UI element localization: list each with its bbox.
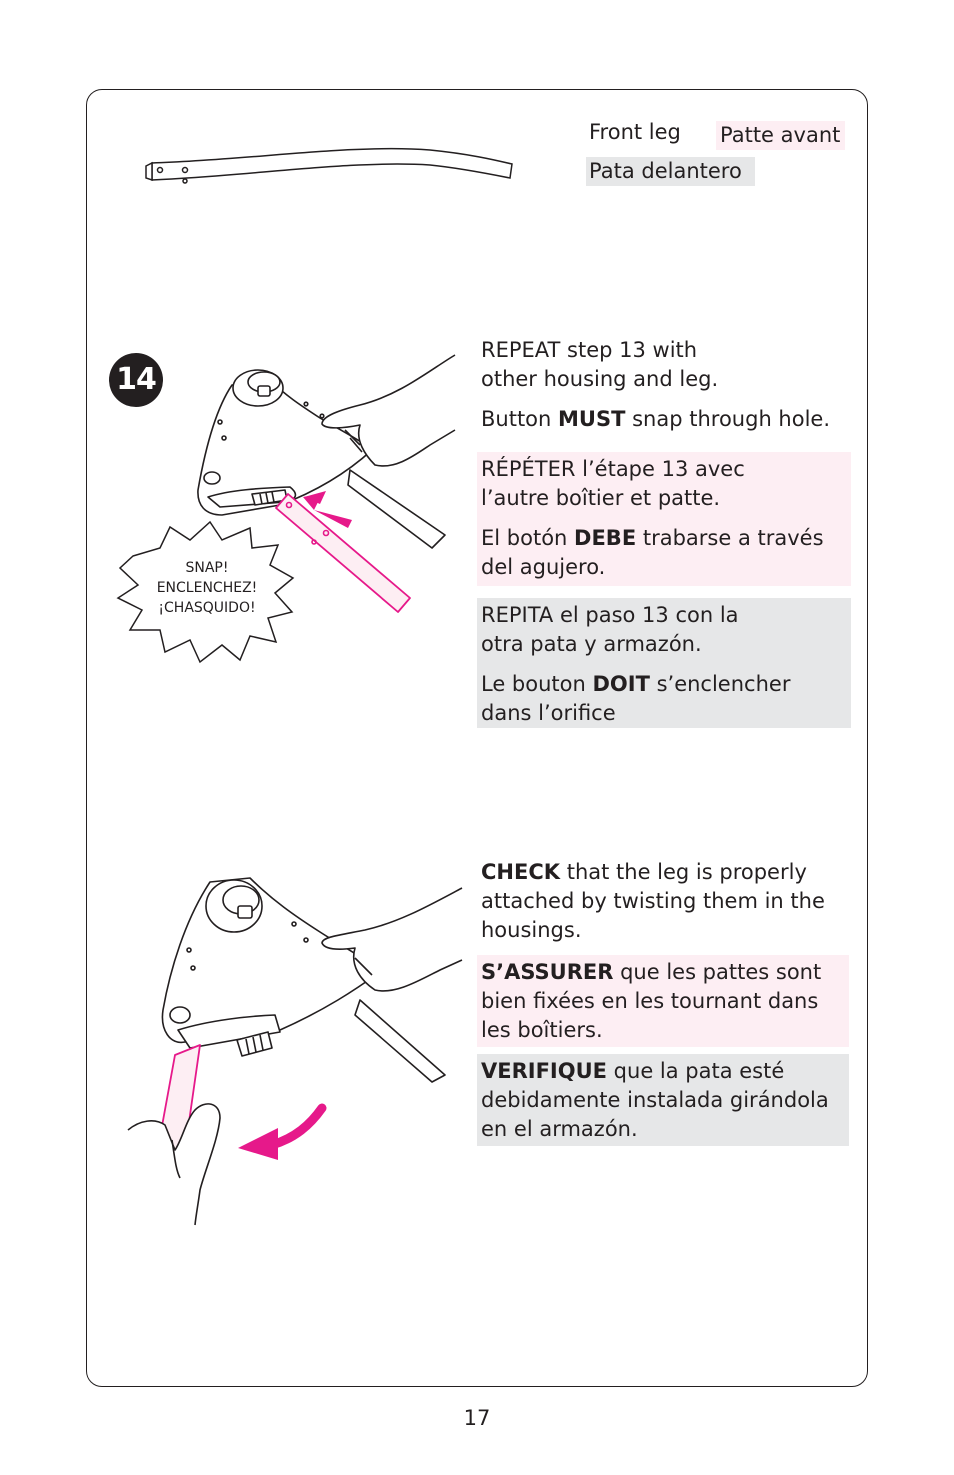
step14-grey-button: [481, 670, 847, 728]
check-fr-line3: les boîtiers.: [481, 1018, 603, 1042]
snap-text: [132, 558, 282, 618]
check-text-fr: [481, 958, 845, 1045]
step14-repeat-text: [481, 336, 847, 394]
step14-grey-repeat: [481, 601, 847, 659]
housing-illustration-check: [128, 878, 462, 1225]
check-fr-line2: bien fixées en les tournant dans: [481, 989, 819, 1013]
snap-line-en: SNAP!: [185, 560, 229, 576]
check-es-bold: VERIFIQUE: [481, 1059, 607, 1083]
step14-instructions-grey: [477, 598, 851, 728]
step14-button-text: [481, 405, 847, 434]
step-number-badge: 14: [109, 353, 163, 407]
check-es-line2: debidamente instalada girándola: [481, 1088, 829, 1112]
step14-pink-button-post: trabarse a través: [636, 526, 824, 550]
check-en-line3: housings.: [481, 918, 582, 942]
step14-instructions-en: [477, 333, 851, 437]
step14-en-button-pre: Button: [481, 407, 559, 431]
snap-line-fr: ENCLENCHEZ!: [156, 580, 258, 596]
check-text-es: [481, 1057, 845, 1144]
step14-en-line2: other housing and leg.: [481, 367, 719, 391]
step14-en-button-post: snap through hole.: [625, 407, 831, 431]
step14-pink-button-pre: El botón: [481, 526, 575, 550]
step14-grey-line1: REPITA el paso 13 con la: [481, 603, 739, 627]
check-instructions-fr: [477, 955, 849, 1047]
step14-grey-button-line2: dans l’orifice: [481, 701, 616, 725]
check-es-line3: en el armazón.: [481, 1117, 638, 1141]
step14-pink-repeat: [481, 455, 847, 513]
front-leg-label-en: Front leg: [589, 120, 681, 144]
front-leg-label-fr: Patte avant: [716, 121, 845, 150]
step14-grey-button-pre: Le bouton: [481, 672, 593, 696]
twist-arrow-icon: [238, 1108, 322, 1160]
front-leg-label-es: Pata delantero: [586, 157, 755, 186]
front-leg-illustration: [146, 149, 512, 183]
step14-en-line1: REPEAT step 13 with: [481, 338, 698, 362]
snap-line-es: ¡CHASQUIDO!: [158, 600, 256, 616]
check-fr-bold: S’ASSURER: [481, 960, 614, 984]
step14-grey-button-post: s’enclencher: [649, 672, 791, 696]
step14-pink-line1: RÉPÉTER l’étape 13 avec: [481, 457, 745, 481]
check-instructions-en: [477, 855, 851, 948]
step14-grey-button-bold: DOIT: [592, 672, 650, 696]
step14-pink-button-bold: DEBE: [574, 526, 637, 550]
step14-instructions-pink: [477, 452, 851, 586]
check-fr-rest1: que les pattes sont: [613, 960, 822, 984]
check-en-line2: attached by twisting them in the: [481, 889, 825, 913]
check-instructions-es: [477, 1054, 849, 1146]
check-es-rest1: que la pata esté: [607, 1059, 785, 1083]
step14-pink-line2: l’autre boîtier et patte.: [481, 486, 721, 510]
step14-en-button-bold: MUST: [558, 407, 626, 431]
check-en-rest1: that the leg is properly: [560, 860, 807, 884]
step14-grey-line2: otra pata y armazón.: [481, 632, 702, 656]
step14-pink-button-line2: del agujero.: [481, 555, 606, 579]
step14-pink-button: [481, 524, 847, 582]
check-en-bold: CHECK: [481, 860, 561, 884]
check-text-en: [481, 858, 847, 945]
page-number: 17: [463, 1406, 491, 1430]
